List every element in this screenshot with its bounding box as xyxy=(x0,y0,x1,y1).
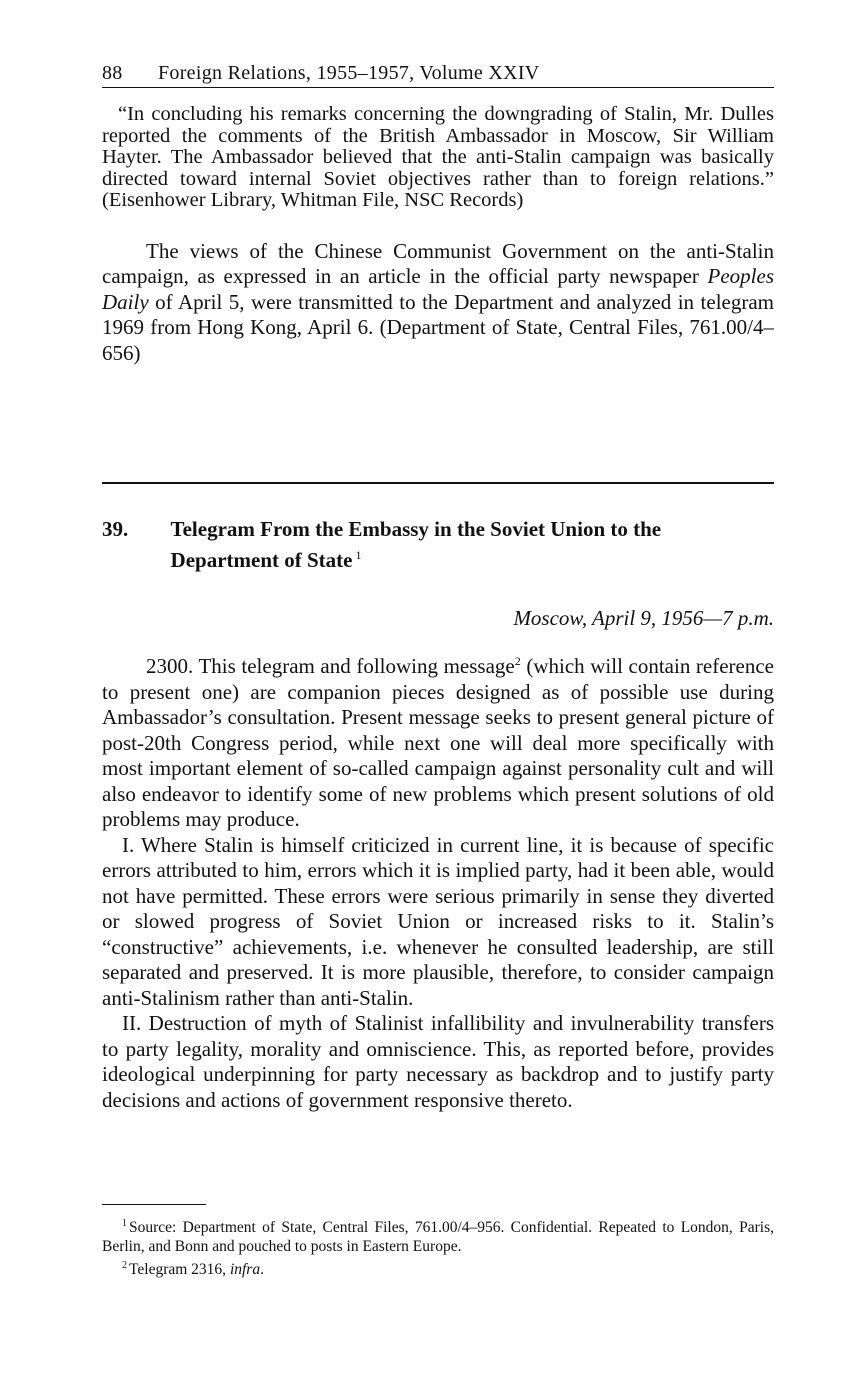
footnote-ref-2[interactable]: 2 xyxy=(514,654,521,668)
telegram-body xyxy=(102,649,774,1113)
footnote-rule xyxy=(102,1204,206,1205)
footnote-ref-1[interactable]: 1 xyxy=(355,548,362,562)
telegram-paragraph-2: I. Where Stalin is himself criticized in current line, it is because of specific errors attributed to him, errors which it is implied party, had it been able, would not have permitted. These errors were serious primarily in sense they diverted or slowed progress of Soviet Union or increased risks to it. Stalin’s “constructive” achievements, i.e. whenever he consulted leadership, are still separated and preserved. It is more plausible, therefore, to consider campaign anti-Stalinism rather than anti-Stalin. xyxy=(102,832,774,1010)
document-title-wrap xyxy=(171,516,774,573)
section-divider xyxy=(102,482,774,484)
document-page xyxy=(102,62,774,1278)
footnotes xyxy=(102,1214,774,1279)
views-paragraph xyxy=(102,239,774,367)
footnote-1-text: Source: Department of State, Central Files, 761.00/4–956. Confidential. Repeated to London, Paris, Berlin, and Bonn and pouched to posts in Eastern Europe. xyxy=(102,1219,774,1255)
telegram-para1-start: 2300. This telegram and following message xyxy=(146,654,515,678)
document-heading xyxy=(102,516,774,573)
newspaper-name: Peoples Daily xyxy=(102,264,774,314)
footnote-2-marker: 2 xyxy=(122,1260,127,1271)
footnote-2-end: . xyxy=(260,1261,264,1278)
quoted-passage xyxy=(102,104,774,212)
footnote-1-marker: 1 xyxy=(122,1218,127,1229)
footnote-1 xyxy=(102,1214,774,1256)
document-number: 39. xyxy=(102,517,129,541)
telegram-paragraph-3: II. Destruction of myth of Stalinist infallibility and invulnerability transfers to party legality, morality and omniscience. This, as reported before, provides ideological underpinning for party necessary as backdrop and to justify party decisions and actions of government responsive thereto. xyxy=(102,1011,774,1112)
quoted-text: “In concluding his remarks concerning the downgrading of Stalin, Mr. Dulles reported the comments of the British Ambassador in Moscow, Sir William Hayter. The Ambassador believed that the anti-Stalin campaign was basically directed toward internal Soviet objectives rather than to foreign relations.” (Eisenhower Library, Whitman File, NSC Records) xyxy=(102,103,774,211)
running-head xyxy=(102,62,774,88)
views-text-start: The views of the Chinese Communist Government on the anti-Stalin campaign, as expressed in an article in the official party newspaper xyxy=(102,238,774,288)
dateline: Moscow, April 9, 1956—7 p.m. xyxy=(513,606,774,630)
telegram-paragraph-1 xyxy=(102,649,774,833)
footnote-2-italic: infra xyxy=(229,1261,261,1278)
page-number: 88 xyxy=(102,62,123,84)
footnote-2-text: Telegram 2316, xyxy=(129,1261,230,1278)
volume-title: Foreign Relations, 1955–1957, Volume XXIV xyxy=(158,62,540,84)
footnote-2 xyxy=(102,1256,774,1279)
telegram-para1-end: (which will contain reference to present one) are companion pieces designed as of possible use during Ambassador’s consultation. Present message seeks to present general picture of post-20th Congress period, while next one will deal more specifically with most important element of so-called campaign against personality cult and will also endeavor to identify some of new problems which present solutions of old problems may produce. xyxy=(102,654,774,831)
views-text-end: of April 5, were transmitted to the Department and analyzed in telegram 1969 from Hong Kong, April 6. (Department of State, Central Files, 761.00/4–656) xyxy=(102,289,774,365)
document-title: Telegram From the Embassy in the Soviet Union to the Department of State xyxy=(170,517,662,572)
